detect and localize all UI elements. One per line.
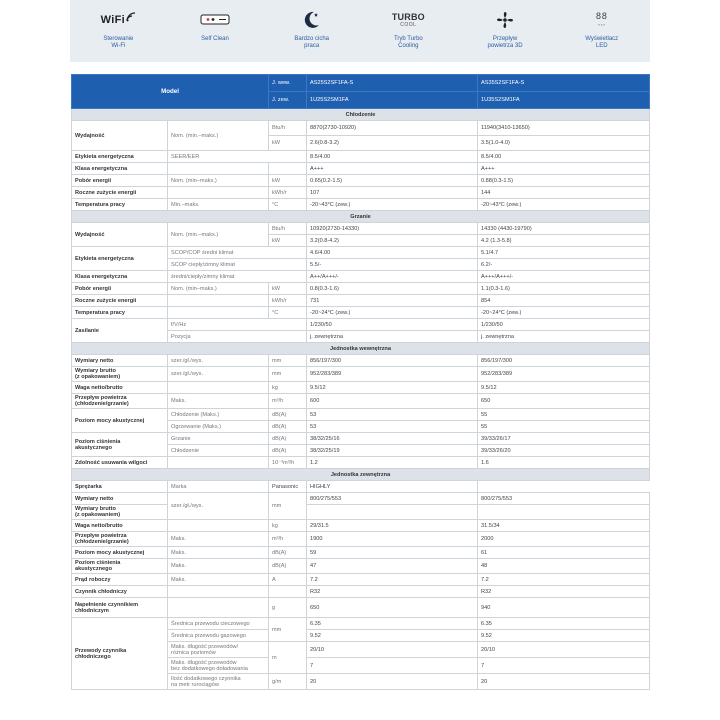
- parameter-subtype: Chłodzenie (Maks.): [168, 409, 269, 421]
- value-model-1: 2.6(0.8-3.2): [307, 136, 478, 151]
- value-model-1: 59: [307, 547, 478, 559]
- moon-icon: [303, 9, 321, 31]
- value-model-1: 53: [307, 421, 478, 433]
- parameter-label: Przepływ powietrza (chłodzenie/grzanie): [72, 532, 168, 547]
- parameter-unit: kWh/r: [269, 187, 307, 199]
- parameter-unit: [478, 505, 650, 520]
- parameter-unit: kW: [269, 175, 307, 187]
- value-model-2: 48: [478, 559, 650, 574]
- table-row: [72, 283, 650, 295]
- turbo-icon: [392, 9, 425, 31]
- value-model-1: 1900: [307, 532, 478, 547]
- header-row-indoor: [72, 75, 650, 92]
- led-display-dots: ▪ ▪ ▪: [598, 22, 605, 27]
- parameter-subtype: Nom. (min–maks.): [168, 175, 269, 187]
- value-model-1: 8870(2730-10920): [307, 121, 478, 136]
- value-model-2: 6.2/-: [478, 259, 650, 271]
- value-model-1: A+++: [307, 163, 478, 175]
- table-row: [72, 295, 650, 307]
- table-row: [72, 532, 650, 547]
- value-model-2: 20/10: [478, 642, 650, 658]
- parameter-unit: m³/h: [269, 532, 307, 547]
- table-row: [72, 163, 650, 175]
- value-model-2: 854: [478, 295, 650, 307]
- parameter-unit: m: [269, 642, 307, 674]
- model2-indoor: AS35S2SF1FA-S: [478, 75, 650, 92]
- value-model-1: 9.5/12: [307, 382, 478, 394]
- self-clean-icon: [200, 9, 230, 31]
- value-model-2: j. zewnętrzna: [478, 331, 650, 343]
- value-model-1: 29/31.5: [307, 520, 478, 532]
- feature-led: [553, 0, 650, 62]
- value-model-2: HIGHLY: [307, 481, 478, 493]
- parameter-unit: dB(A): [269, 559, 307, 574]
- section-header-row: [72, 343, 650, 355]
- value-model-2: 55: [478, 409, 650, 421]
- section-title: Grzanie: [72, 211, 650, 223]
- table-row: [72, 199, 650, 211]
- value-model-2: 61: [478, 547, 650, 559]
- parameter-subtype: szer./gł./wys.: [168, 493, 269, 520]
- parameter-unit: m³/h: [269, 394, 307, 409]
- feature-label: Self Clean: [201, 36, 229, 42]
- wifi-icon-label: WiFi: [100, 14, 125, 26]
- parameter-subtype: Maks. długość przewodów/ różnica poziomów: [168, 642, 269, 658]
- model1-indoor: AS25S2SF1FA-S: [307, 75, 478, 92]
- value-model-2: -20~43°C (zew.): [478, 199, 650, 211]
- parameter-label: Poziom ciśnienia akustycznego: [72, 559, 168, 574]
- value-model-1: 38/32/25/16: [307, 433, 478, 445]
- parameter-label: Zdolność usuwania wilgoci: [72, 457, 168, 469]
- table-row: [72, 382, 650, 394]
- parameter-subtype: Maks.: [168, 574, 269, 586]
- parameter-label: Poziom ciśnienia akustycznego: [72, 433, 168, 457]
- table-row: [72, 121, 650, 136]
- parameter-subtype: Maks.: [168, 547, 269, 559]
- value-model-2: 14330 (4430-19790): [478, 223, 650, 235]
- parameter-unit: kW: [269, 283, 307, 295]
- feature-bar: [70, 0, 650, 62]
- feature-3d-airflow: [457, 0, 554, 62]
- value-model-2: 1/230/50: [478, 319, 650, 331]
- feature-wifi: [70, 0, 167, 62]
- parameter-unit: 10⁻³m³/h: [269, 457, 307, 469]
- parameter-subtype: Ogrzewanie (Maks.): [168, 421, 269, 433]
- value-model-1: 5.5/-: [307, 259, 478, 271]
- parameter-label: Wydajność: [72, 121, 168, 151]
- value-model-1: 8.5/4.00: [307, 151, 478, 163]
- parameter-unit: mm: [269, 355, 307, 367]
- value-model-1: 20: [307, 674, 478, 690]
- feature-self-clean: [167, 0, 264, 62]
- value-model-1: 650: [307, 598, 478, 618]
- table-row: [72, 505, 650, 520]
- wifi-icon: [101, 9, 136, 31]
- parameter-unit: dB(A): [269, 547, 307, 559]
- parameter-label: Czynnik chłodniczy: [72, 586, 168, 598]
- value-model-1: 20/10: [307, 642, 478, 658]
- table-row: [72, 574, 650, 586]
- parameter-subtype: Ilość dodatkowego czynnika na metr rurociągów: [168, 674, 269, 690]
- section-title: Jednostka zewnętrzna: [72, 469, 650, 481]
- parameter-label: Pobór energii: [72, 283, 168, 295]
- value-model-2: 9.5/12: [478, 382, 650, 394]
- parameter-unit: mm: [269, 367, 307, 382]
- parameter-subtype: [168, 457, 269, 469]
- table-row: [72, 151, 650, 163]
- feature-label: Tryb Turbo Cooling: [393, 36, 423, 49]
- value-model-1: 1.2: [307, 457, 478, 469]
- model1-outdoor: 1U25S2SM1FA: [307, 92, 478, 109]
- fan-3d-icon: [496, 9, 514, 31]
- value-model-2: 39/33/26/20: [478, 445, 650, 457]
- value-model-1: 10920(2730-14330): [307, 223, 478, 235]
- parameter-subtype: szer./gł./wys.: [168, 367, 269, 382]
- value-model-2: -20~24°C (zew.): [478, 307, 650, 319]
- parameter-subtype: [168, 520, 269, 532]
- parameter-subtype: SCOP/COP średni klimat: [168, 247, 307, 259]
- parameter-label: Klasa energetyczna: [72, 163, 168, 175]
- parameter-unit: kg: [269, 382, 307, 394]
- value-model-2: 7: [478, 658, 650, 674]
- parameter-unit: °C: [269, 307, 307, 319]
- parameter-label: Etykieta energetyczna: [72, 247, 168, 271]
- table-row: [72, 598, 650, 618]
- outdoor-unit-label: J. zew.: [269, 92, 307, 109]
- table-row: [72, 355, 650, 367]
- parameter-unit: A: [269, 574, 307, 586]
- spec-table: [71, 74, 650, 690]
- value-model-2: 39/33/26/17: [478, 433, 650, 445]
- value-model-2: 650: [478, 394, 650, 409]
- value-model-2: 6.35: [478, 618, 650, 630]
- parameter-label: Pobór energii: [72, 175, 168, 187]
- parameter-unit: [269, 586, 307, 598]
- value-model-2: 5.1/4.7: [478, 247, 650, 259]
- feature-label: Sterowanie Wi-Fi: [103, 36, 134, 49]
- parameter-label: Wymiary netto: [72, 355, 168, 367]
- value-model-2: 9.52: [478, 630, 650, 642]
- value-model-1: 1/230/50: [307, 319, 478, 331]
- value-model-1: 3.2(0.8-4.2): [307, 235, 478, 247]
- section-header-row: [72, 109, 650, 121]
- table-row: [72, 271, 650, 283]
- parameter-subtype: f/V/Hz: [168, 319, 307, 331]
- value-model-1: -20~24°C (zew.): [307, 307, 478, 319]
- value-model-2: 1.6: [478, 457, 650, 469]
- table-row: [72, 247, 650, 259]
- value-model-1: -20~43°C (zew.): [307, 199, 478, 211]
- led-display-icon: [596, 9, 608, 31]
- parameter-subtype: Nom. (min.–maks.): [168, 223, 269, 247]
- parameter-subtype: [307, 505, 478, 520]
- parameter-label: Roczne zużycie energii: [72, 295, 168, 307]
- parameter-subtype: [168, 307, 269, 319]
- parameter-subtype: Marka: [168, 481, 269, 493]
- parameter-label: Wydajność: [72, 223, 168, 247]
- value-model-2: 952/283/389: [478, 367, 650, 382]
- parameter-label: Waga netto/brutto: [72, 382, 168, 394]
- parameter-unit: dB(A): [269, 445, 307, 457]
- table-row: [72, 307, 650, 319]
- parameter-label: Sprężarka: [72, 481, 168, 493]
- indoor-unit-label: J. wew.: [269, 75, 307, 92]
- value-model-1: 4.6/4.00: [307, 247, 478, 259]
- parameter-label: Klasa energetyczna: [72, 271, 168, 283]
- section-title: Jednostka wewnętrzna: [72, 343, 650, 355]
- parameter-unit: mm: [269, 493, 307, 520]
- model-header: Model: [72, 75, 269, 109]
- table-row: [72, 586, 650, 598]
- value-model-1: 38/32/25/19: [307, 445, 478, 457]
- turbo-title: TURBO: [391, 11, 425, 22]
- parameter-subtype: [168, 187, 269, 199]
- value-model-2: 20: [478, 674, 650, 690]
- value-model-1: 107: [307, 187, 478, 199]
- parameter-unit: kg: [269, 520, 307, 532]
- parameter-label: Roczne zużycie energii: [72, 187, 168, 199]
- table-row: [72, 547, 650, 559]
- parameter-label: Wymiary brutto (z opakowaniem): [72, 505, 168, 520]
- parameter-label: Napełnienie czynnikiem chłodniczym: [72, 598, 168, 618]
- parameter-subtype: Nom. (min.–maks.): [168, 121, 269, 151]
- parameter-unit: dB(A): [269, 433, 307, 445]
- parameter-label: Wymiary netto: [72, 493, 168, 505]
- parameter-unit: g/m: [269, 674, 307, 690]
- parameter-label: Prąd roboczy: [72, 574, 168, 586]
- table-row: [72, 223, 650, 235]
- value-model-1: 952/283/389: [307, 367, 478, 382]
- table-row: [72, 481, 650, 493]
- parameter-subtype: SEER/EER: [168, 151, 307, 163]
- parameter-subtype: Pozycja: [168, 331, 307, 343]
- parameter-unit: dB(A): [269, 421, 307, 433]
- feature-label: Wyświetlacz LED: [585, 36, 619, 49]
- table-row: [72, 457, 650, 469]
- table-row: [72, 559, 650, 574]
- section-header-row: [72, 469, 650, 481]
- parameter-label: Przewody czynnika chłodniczego: [72, 618, 168, 690]
- table-row: [72, 187, 650, 199]
- value-model-1: A++/A+++/-: [307, 271, 478, 283]
- parameter-subtype: Chłodzenie: [168, 445, 269, 457]
- value-model-1: 0.65(0.2-1.5): [307, 175, 478, 187]
- parameter-unit: kW: [269, 235, 307, 247]
- value-model-1: 731: [307, 295, 478, 307]
- value-model-1: 800/275/553: [307, 493, 478, 505]
- value-model-1: 7: [307, 658, 478, 674]
- parameter-unit: g: [269, 598, 307, 618]
- value-model-1: R32: [307, 586, 478, 598]
- value-model-2: 0.88(0.3-1.5): [478, 175, 650, 187]
- value-model-2: 55: [478, 421, 650, 433]
- parameter-subtype: Maks.: [168, 394, 269, 409]
- value-model-1: 6.35: [307, 618, 478, 630]
- value-model-2: A+++: [478, 163, 650, 175]
- value-model-2: 4.2 (1.3-5.8): [478, 235, 650, 247]
- value-model-2: 31.5/34: [478, 520, 650, 532]
- value-model-2: R32: [478, 586, 650, 598]
- parameter-label: Poziom mocy akustycznej: [72, 547, 168, 559]
- parameter-unit: Btu/h: [269, 223, 307, 235]
- parameter-label: Etykieta energetyczna: [72, 151, 168, 163]
- value-model-2: 8.5/4.00: [478, 151, 650, 163]
- table-row: [72, 493, 650, 505]
- parameter-label: Temperatura pracy: [72, 199, 168, 211]
- parameter-subtype: szer./gł./wys.: [168, 355, 269, 367]
- value-model-1: 0.8(0.3-1.6): [307, 283, 478, 295]
- parameter-unit: mm: [269, 618, 307, 642]
- value-model-2: 856/197/300: [478, 355, 650, 367]
- value-model-1: j. zewnętrzna: [307, 331, 478, 343]
- table-row: [72, 409, 650, 421]
- turbo-subtitle: COOL: [400, 21, 417, 28]
- parameter-subtype: SCOP ciepły/zimny klimat: [168, 259, 307, 271]
- value-model-1: 53: [307, 409, 478, 421]
- parameter-subtype: Grzanie: [168, 433, 269, 445]
- parameter-subtype: [168, 382, 269, 394]
- parameter-label: Zasilanie: [72, 319, 168, 343]
- value-model-1: 856/197/300: [307, 355, 478, 367]
- parameter-subtype: Nom. (min–maks.): [168, 283, 269, 295]
- section-title: Chłodzenie: [72, 109, 650, 121]
- value-model-2: 940: [478, 598, 650, 618]
- parameter-unit: [269, 163, 307, 175]
- parameter-label: Poziom mocy akustycznej: [72, 409, 168, 433]
- feature-label: Przepływ powietrza 3D: [487, 36, 523, 49]
- value-model-1: 9.52: [307, 630, 478, 642]
- value-model-1: 600: [307, 394, 478, 409]
- parameter-subtype: [168, 163, 269, 175]
- parameter-subtype: Średnica przewodu cieczowego: [168, 618, 269, 630]
- feature-label: Bardzo cicha praca: [294, 36, 330, 49]
- parameter-label: Wymiary brutto (z opakowaniem): [72, 367, 168, 382]
- value-model-2: A+++/A+++/-: [478, 271, 650, 283]
- table-row: [72, 394, 650, 409]
- parameter-subtype: [168, 295, 269, 307]
- parameter-subtype: [168, 598, 269, 618]
- value-model-1: 47: [307, 559, 478, 574]
- led-display-digits: 88: [595, 12, 608, 22]
- table-row: [72, 433, 650, 445]
- value-model-2: 11940(3410-13650): [478, 121, 650, 136]
- feature-quiet: [263, 0, 360, 62]
- parameter-subtype: [168, 586, 269, 598]
- value-model-1: 7.2: [307, 574, 478, 586]
- parameter-subtype: Maks.: [168, 532, 269, 547]
- parameter-unit: kWh/r: [269, 295, 307, 307]
- value-model-1: Panasonic: [269, 481, 307, 493]
- parameter-subtype: Średnica przewodu gazowego: [168, 630, 269, 642]
- value-model-2: 800/275/553: [478, 493, 650, 505]
- parameter-subtype: Maks. długość przewodów bez dodatkowego doładowania: [168, 658, 269, 674]
- table-row: [72, 319, 650, 331]
- value-model-2: 7.2: [478, 574, 650, 586]
- parameter-subtype: średni/ciepły/zimny klimat: [168, 271, 307, 283]
- value-model-2: 2000: [478, 532, 650, 547]
- model2-outdoor: 1U35S2SM1FA: [478, 92, 650, 109]
- parameter-label: Przepływ powietrza (chłodzenie/grzanie): [72, 394, 168, 409]
- value-model-2: 1.1(0.3-1.6): [478, 283, 650, 295]
- parameter-unit: dB(A): [269, 409, 307, 421]
- parameter-unit: kW: [269, 136, 307, 151]
- value-model-2: 144: [478, 187, 650, 199]
- parameter-label: Temperatura pracy: [72, 307, 168, 319]
- parameter-subtype: Min.–maks.: [168, 199, 269, 211]
- parameter-label: Waga netto/brutto: [72, 520, 168, 532]
- table-row: [72, 520, 650, 532]
- table-row: [72, 175, 650, 187]
- parameter-subtype: Maks.: [168, 559, 269, 574]
- table-row: [72, 367, 650, 382]
- section-header-row: [72, 211, 650, 223]
- table-row: [72, 618, 650, 630]
- value-model-2: 3.5(1.0-4.0): [478, 136, 650, 151]
- feature-turbo: [360, 0, 457, 62]
- parameter-unit: °C: [269, 199, 307, 211]
- parameter-unit: Btu/h: [269, 121, 307, 136]
